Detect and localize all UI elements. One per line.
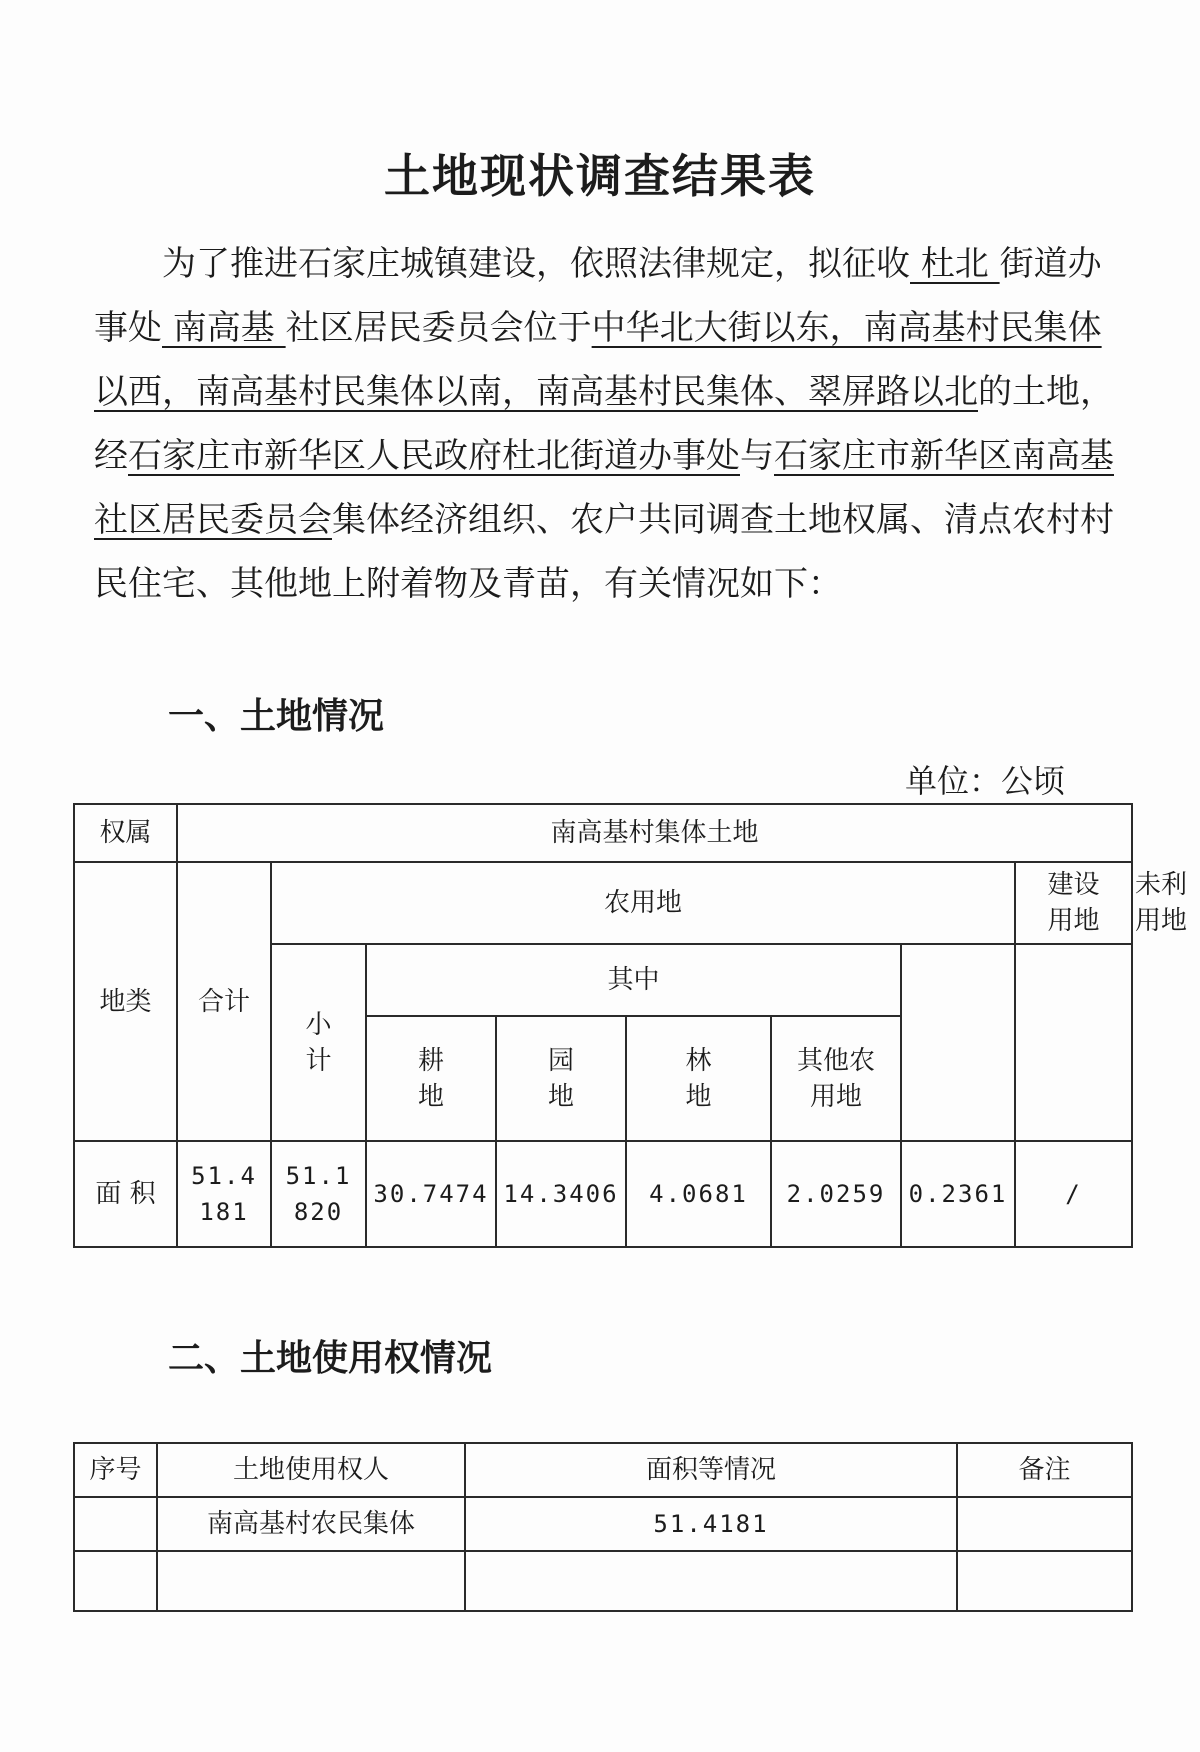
paragraph-text: 与	[740, 436, 774, 476]
paragraph-text: 集体经济组织、农户共同调查土地权属、清点农村村民住宅、其他地上附着物及青苗，有关情况如下：	[94, 500, 1114, 604]
cultivated-label: 耕地	[366, 1016, 496, 1141]
total-value: 51.4181	[177, 1141, 271, 1247]
ownership-label: 权属	[74, 804, 177, 862]
underlined-text: 杜北	[910, 244, 1000, 284]
ownership-value: 南高基村集体土地	[177, 804, 1132, 862]
subtotal-value: 51.1820	[271, 1141, 366, 1247]
land-status-table: 权属 南高基村集体土地 地类 合计 农用地 建设用地 未利用地 小计 其中 耕地 园地 林地 其他农用地 面 积 51.4181 51.1820 30.7474 14.3406 4.0681 2.0259 0.2361 /	[73, 803, 1133, 1248]
unit-label: 单位：公顷	[905, 762, 1066, 800]
paragraph-text: 街道办事处	[94, 244, 1102, 348]
construction-blank	[901, 944, 1015, 1141]
forest-value: 4.0681	[626, 1141, 771, 1247]
other-agricultural-value: 2.0259	[771, 1141, 901, 1247]
intro-paragraph	[94, 232, 1114, 616]
construction-land-label: 建设用地	[1015, 862, 1132, 944]
underlined-text: 石家庄市新华区南高基社区居民委员会	[94, 436, 1114, 540]
category-label: 地类	[74, 862, 177, 1141]
underlined-text: 中华北大街以东，南高基村民集体以西，南高基村民集体以南，南高基村民集体、翠屏路以北	[94, 308, 1102, 412]
row-2-rights-holder	[157, 1551, 465, 1611]
paragraph-text: 的土地，经	[94, 372, 1114, 476]
land-use-rights-table	[73, 1442, 1133, 1612]
construction-value: 0.2361	[901, 1141, 1015, 1247]
underlined-text: 南高基	[162, 308, 286, 348]
document-title: 土地现状调查结果表	[384, 149, 816, 203]
header-serial: 序号	[74, 1443, 157, 1497]
row-1-remarks	[957, 1497, 1132, 1551]
cultivated-value: 30.7474	[366, 1141, 496, 1247]
forest-label: 林地	[626, 1016, 771, 1141]
row-1-rights-holder: 南高基村农民集体	[157, 1497, 465, 1551]
table-row	[74, 1497, 1132, 1551]
header-remarks: 备注	[957, 1443, 1132, 1497]
area-label: 面 积	[74, 1141, 177, 1247]
header-area: 面积等情况	[465, 1443, 957, 1497]
section-2-heading: 二、土地使用权情况	[168, 1338, 493, 1379]
row-2-area	[465, 1551, 957, 1611]
paragraph-text: 为了推进石家庄城镇建设，依照法律规定，拟征收	[94, 244, 910, 284]
underlined-text: 石家庄市新华区人民政府杜北街道办事处	[128, 436, 740, 476]
unused-blank	[1015, 944, 1132, 1141]
other-agricultural-label: 其他农用地	[771, 1016, 901, 1141]
table-row	[74, 1551, 1132, 1611]
paragraph-text: 社区居民委员会位于	[285, 308, 592, 348]
header-rights-holder: 土地使用权人	[157, 1443, 465, 1497]
subtotal-label: 小计	[271, 944, 366, 1141]
row-1-area: 51.4181	[465, 1497, 957, 1551]
agricultural-land-label: 农用地	[271, 862, 1015, 944]
row-2-serial	[74, 1551, 157, 1611]
row-1-serial	[74, 1497, 157, 1551]
garden-value: 14.3406	[496, 1141, 626, 1247]
total-label: 合计	[177, 862, 271, 1141]
section-1-heading: 一、土地情况	[168, 696, 385, 737]
garden-label: 园地	[496, 1016, 626, 1141]
row-2-remarks	[957, 1551, 1132, 1611]
among-label: 其中	[366, 944, 901, 1016]
unused-value: /	[1015, 1141, 1132, 1247]
